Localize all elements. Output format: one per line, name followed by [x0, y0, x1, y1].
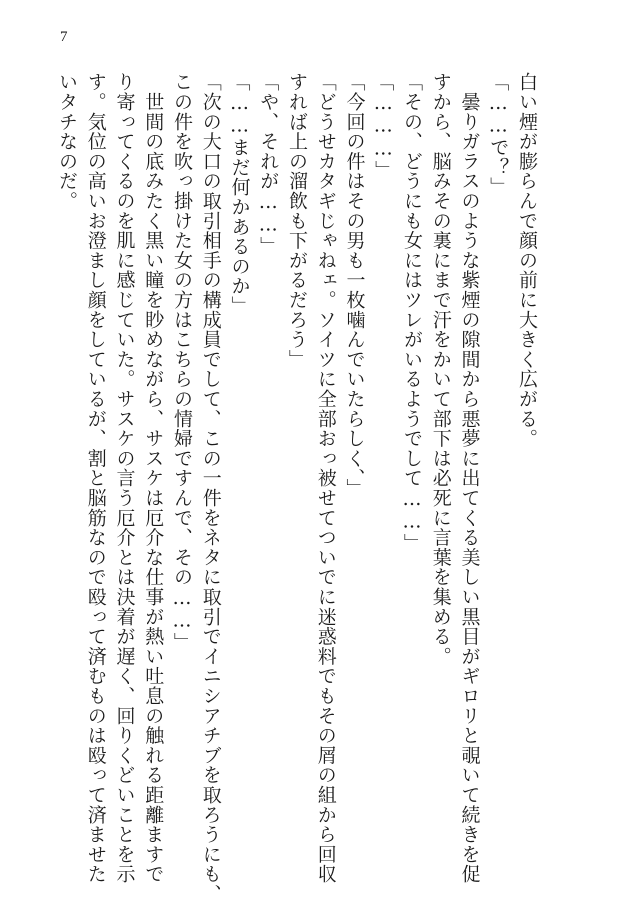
page-number: 7	[60, 29, 68, 45]
text-line: 白い煙が膨らんで顔の前に大きく広がる。	[516, 72, 538, 449]
text-line: 「その、どうにも女にはツレがいるようでして……」	[401, 72, 423, 554]
text-line: 世間の底みたく黒い瞳を眇めながら、サスケは厄介な仕事が熱い吐息の触れる距離ますで	[142, 72, 165, 884]
text-line: す。気位の高いお澄まし顔をしているが、割と脳筋なので殴って済むものは殴って済ませた	[84, 72, 107, 884]
text-line: すれば上の溜飲も下がるだろう」	[286, 72, 308, 369]
text-line: 「や、それが……」	[257, 72, 280, 257]
text-line: り寄ってくるのを肌に感じていた。サスケの言う厄介とは決着が遅く、回りくどいことを示	[113, 72, 136, 884]
text-body	[54, 72, 538, 904]
text-line: 「……まだ何かあるのか」	[228, 72, 251, 316]
text-line: いタチなのだ。	[56, 72, 78, 211]
text-line: 曇りガラスのような紫煙の隙間から悪夢に出てくる美しい黒目がギロリと覗いて続きを促	[458, 72, 481, 884]
text-line: 「次の大口の取引相手の構成員でして、この一件をネタに取引でイニシアチブを取ろうにも、	[199, 72, 222, 904]
text-line: 「………」	[372, 72, 395, 180]
text-line: 「どうせカタギじゃねェ。ソイツに全部おっ被せてついでに迷惑料でもその屑の組から回収	[314, 72, 337, 884]
text-line: すから、脳みその裏にまで汗をかいて部下は必死に言葉を集める。	[429, 72, 452, 666]
text-line: 「……で？」	[487, 72, 510, 197]
text-line: この件を吹っ掛けた女の方はこちらの情婦ですんで、その……」	[171, 72, 193, 653]
text-line: 「今回の件はその男も一枚噛んでいたらしく、」	[343, 72, 366, 499]
